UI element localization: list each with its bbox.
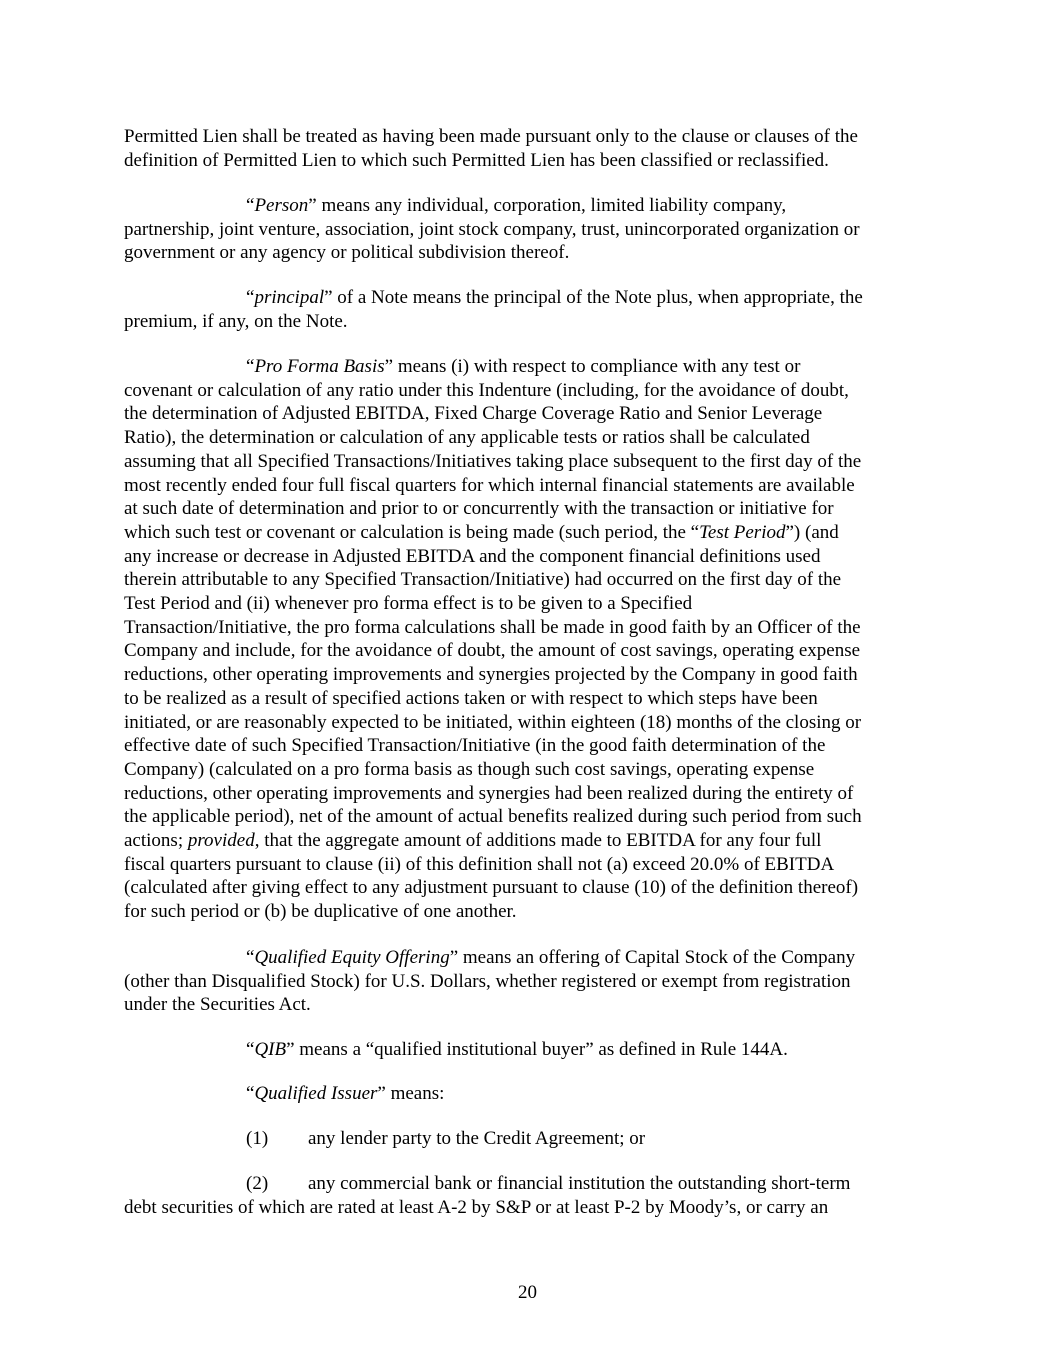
text-line: under the Securities Act. bbox=[124, 994, 311, 1016]
text-line: assuming that all Specified Transactions/Initiatives taking place subsequent to the first day of the bbox=[124, 450, 862, 472]
list-item-number: (2) bbox=[246, 1173, 269, 1194]
list-item-number: (1) bbox=[246, 1128, 269, 1149]
text-line: Company and include, for the avoidance of doubt, the amount of cost savings, operating expense bbox=[124, 640, 861, 662]
page-number: 20 bbox=[518, 1282, 537, 1303]
defined-term: Test Period bbox=[699, 521, 786, 543]
text-line: Ratio), the determination or calculation of any applicable tests or ratios shall be calculated bbox=[124, 427, 810, 449]
text-line: the applicable period), net of the amount of actual benefits realized during such period from such bbox=[124, 806, 862, 828]
definition-qib bbox=[124, 1038, 932, 1062]
list-item-text: any commercial bank or financial institution the outstanding short-term bbox=[308, 1173, 851, 1194]
defined-term: Qualified Issuer bbox=[254, 1083, 378, 1104]
text-line: effective date of such Specified Transaction/Initiative (in the good faith determination of the bbox=[124, 735, 826, 757]
list-item-2 bbox=[124, 1172, 932, 1219]
definition-heading: “Pro Forma Basis” means (i) with respect to compliance with any test or bbox=[246, 356, 801, 377]
text-line: to be realized as a result of specified actions taken or with respect to which steps have been bbox=[124, 687, 818, 709]
defined-term: provided bbox=[187, 830, 255, 852]
defined-term: QIB bbox=[254, 1039, 287, 1060]
text-line: reductions, other operating improvements and synergies projected by the Company in good faith bbox=[124, 664, 858, 686]
paragraph-permitted-lien-continuation bbox=[124, 125, 932, 172]
text-line: initiated, or are reasonably expected to be initiated, within eighteen (18) months of the closing or bbox=[124, 711, 862, 733]
text-line: government or any agency or political subdivision thereof. bbox=[124, 242, 570, 264]
defined-term: Pro Forma Basis bbox=[254, 356, 385, 377]
text-line: Permitted Lien shall be treated as having been made pursuant only to the clause or clauses of the bbox=[124, 126, 858, 147]
text-line: any increase or decrease in Adjusted EBITDA and the component financial definitions used bbox=[124, 545, 821, 567]
text-line: Transaction/Initiative, the pro forma calculations shall be made in good faith by an Officer of the bbox=[124, 616, 861, 638]
definition-principal bbox=[124, 286, 932, 333]
defined-term: Qualified Equity Offering bbox=[254, 947, 450, 968]
text-line: most recently ended four full fiscal quarters for which internal financial statements are available bbox=[124, 474, 855, 496]
definition-qualified-equity-offering bbox=[124, 946, 932, 1017]
list-item-1 bbox=[124, 1127, 932, 1151]
text-line: which such test or covenant or calculation is being made (such period, the “Test Period”) (and bbox=[124, 521, 839, 543]
text-line: (calculated after giving effect to any adjustment pursuant to clause (10) of the definition thereof) bbox=[124, 877, 859, 899]
defined-term: Person bbox=[254, 195, 309, 216]
definition-heading: “Person” means any individual, corporation, limited liability company, bbox=[246, 195, 787, 216]
text-line: definition of Permitted Lien to which such Permitted Lien has been classified or reclassified. bbox=[124, 149, 829, 171]
text-line: (other than Disqualified Stock) for U.S. Dollars, whether registered or exempt from registration bbox=[124, 970, 851, 992]
definition-heading: “QIB” means a “qualified institutional buyer” as defined in Rule 144A. bbox=[246, 1039, 788, 1060]
text-line: debt securities of which are rated at least A-2 by S&P or at least P-2 by Moody’s, or carry an bbox=[124, 1196, 829, 1218]
text-line: at such date of determination and prior to or concurrently with the transaction or initiative for bbox=[124, 498, 834, 520]
text-line: for such period or (b) be duplicative of one another. bbox=[124, 901, 517, 923]
text-line: Test Period and (ii) whenever pro forma effect is to be given to a Specified bbox=[124, 593, 693, 615]
text-line: partnership, joint venture, association, joint stock company, trust, unincorporated organization or bbox=[124, 218, 860, 240]
defined-term: principal bbox=[254, 287, 325, 308]
text-line: actions; provided, that the aggregate amount of additions made to EBITDA for any four full bbox=[124, 830, 822, 852]
definition-heading: “principal” of a Note means the principal of the Note plus, when appropriate, the bbox=[246, 287, 863, 308]
definition-qualified-issuer bbox=[124, 1082, 932, 1106]
text-line: therein attributable to any Specified Transaction/Initiative) had occurred on the first day of the bbox=[124, 569, 842, 591]
definition-person bbox=[124, 194, 932, 265]
text-line: covenant or calculation of any ratio under this Indenture (including, for the avoidance of doubt, bbox=[124, 379, 849, 401]
definition-heading: “Qualified Issuer” means: bbox=[246, 1083, 445, 1104]
list-item-text: any lender party to the Credit Agreement; or bbox=[308, 1128, 646, 1149]
definition-heading: “Qualified Equity Offering” means an offering of Capital Stock of the Company bbox=[246, 947, 856, 968]
definition-pro-forma-basis bbox=[124, 355, 932, 924]
text-line: Company) (calculated on a pro forma basis as though such cost savings, operating expense bbox=[124, 758, 815, 780]
text-line: fiscal quarters pursuant to clause (ii) of this definition shall not (a) exceed 20.0% of EBITDA bbox=[124, 853, 835, 875]
text-line: premium, if any, on the Note. bbox=[124, 310, 348, 332]
text-line: the determination of Adjusted EBITDA, Fixed Charge Coverage Ratio and Senior Leverage bbox=[124, 403, 823, 425]
text-line: reductions, other operating improvements and synergies had been realized during the entirety of bbox=[124, 782, 854, 804]
